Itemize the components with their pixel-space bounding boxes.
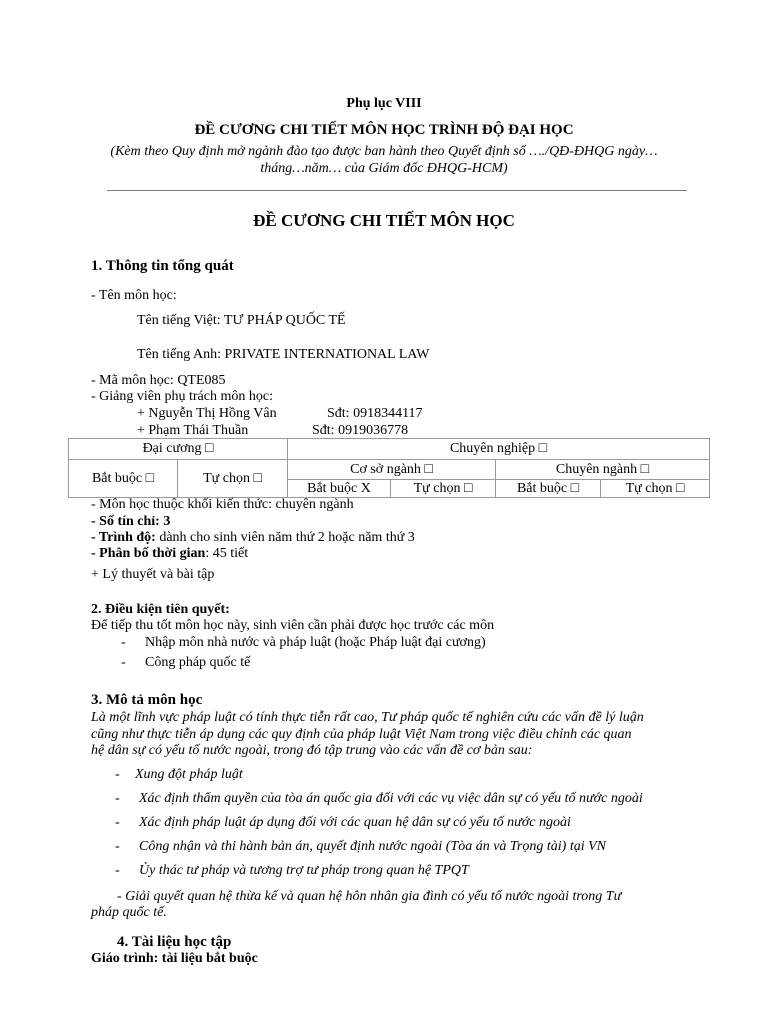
lecturer-phone: Sđt: 0919036778 bbox=[312, 423, 409, 438]
table-cell-specialized: Chuyên nghiệp □ bbox=[288, 439, 710, 460]
list-bullet: - bbox=[121, 635, 126, 650]
subtitle-line-1: (Kèm theo Quy định mở ngành đào tạo được ban hành theo Quyết định số …./QĐ-ĐHQG ngày… bbox=[110, 144, 658, 159]
level-line bbox=[91, 530, 415, 546]
textbook-line: Giáo trình: tài liệu bắt buộc bbox=[91, 951, 258, 966]
header-divider bbox=[107, 190, 687, 191]
table-cell-base-major: Cơ sở ngành □ bbox=[288, 460, 496, 480]
list-bullet: - bbox=[115, 791, 120, 806]
level-value: dành cho sinh viên năm thứ 2 hoặc năm thứ 3 bbox=[155, 530, 415, 545]
section-3-heading: 3. Mô tả môn học bbox=[91, 692, 203, 708]
time-line bbox=[91, 546, 248, 562]
section-2-intro: Để tiếp thu tốt môn học này, sinh viên cần phải được học trước các môn bbox=[91, 618, 495, 633]
knowledge-block-line: - Môn học thuộc khối kiến thức: chuyên ngành bbox=[91, 497, 354, 512]
table-cell-major-elective: Tự chọn □ bbox=[601, 480, 710, 498]
main-title: ĐỀ CƯƠNG CHI TIẾT MÔN HỌC bbox=[253, 211, 515, 230]
table-cell-major-required: Bắt buộc □ bbox=[496, 480, 601, 498]
table-cell-required: Bắt buộc □ bbox=[69, 460, 178, 498]
course-code: - Mã môn học: QTE085 bbox=[91, 373, 226, 388]
prerequisite-item: Công pháp quốc tế bbox=[145, 655, 251, 670]
table-cell-elective: Tự chọn □ bbox=[178, 460, 288, 498]
list-bullet: - bbox=[115, 815, 120, 830]
lecturer-phone: Sđt: 0918344117 bbox=[327, 406, 423, 421]
description-item: Xung đột pháp luật bbox=[135, 767, 243, 782]
description-last-line: pháp quốc tế. bbox=[91, 905, 167, 920]
list-bullet: - bbox=[115, 839, 120, 854]
section-2-heading: 2. Điều kiện tiên quyết: bbox=[91, 602, 230, 617]
section-1-heading: 1. Thông tin tổng quát bbox=[91, 258, 234, 274]
appendix-label: Phụ lục VIII bbox=[346, 96, 422, 111]
description-item: Xác định pháp luật áp dụng đối với các quan hệ dân sự có yếu tố nước ngoài bbox=[139, 815, 571, 830]
table-cell-base-required: Bắt buộc X bbox=[288, 480, 391, 498]
lecturer-name: + Nguyễn Thị Hồng Vân bbox=[137, 406, 277, 421]
course-name-vn: Tên tiếng Việt: TƯ PHÁP QUỐC TẾ bbox=[137, 313, 346, 328]
table-cell-base-elective: Tự chọn □ bbox=[391, 480, 496, 498]
table-cell-general: Đại cương □ bbox=[69, 439, 288, 460]
description-item: Xác định thẩm quyền của tòa án quốc gia đối với các vụ việc dân sự có yếu tố nước ngoài bbox=[139, 791, 643, 806]
description-item: Ủy thác tư pháp và tương trợ tư pháp trong quan hệ TPQT bbox=[139, 863, 469, 878]
time-label: - Phân bố thời gian bbox=[91, 546, 206, 561]
lecturer-name: + Phạm Thái Thuần bbox=[137, 423, 249, 438]
level-label: - Trình độ: bbox=[91, 530, 156, 545]
description-line: hệ dân sự có yếu tố nước ngoài, trong đó tập trung vào các vấn đề cơ bản sau: bbox=[91, 743, 533, 758]
section-4-heading: 4. Tài liệu học tập bbox=[117, 934, 232, 950]
description-last-line: - Giải quyết quan hệ thừa kế và quan hệ hôn nhân gia đình có yếu tố nước ngoài trong Tư bbox=[117, 889, 622, 904]
document-title: ĐỀ CƯƠNG CHI TIẾT MÔN HỌC TRÌNH ĐỘ ĐẠI HỌC bbox=[194, 122, 574, 138]
description-item: Công nhận và thi hành bản án, quyết định nước ngoài (Tòa án và Trọng tài) tại VN bbox=[139, 839, 606, 854]
list-bullet: - bbox=[115, 767, 120, 782]
table-cell-major: Chuyên ngành □ bbox=[496, 460, 710, 480]
time-value: : 45 tiết bbox=[205, 546, 249, 561]
prerequisite-item: Nhập môn nhà nước và pháp luật (hoặc Pháp luật đại cương) bbox=[145, 635, 486, 650]
course-name-label: - Tên môn học: bbox=[91, 288, 177, 303]
list-bullet: - bbox=[115, 863, 120, 878]
knowledge-block-table bbox=[68, 438, 710, 498]
subtitle-line-2: tháng…năm… của Giám đốc ĐHQG-HCM) bbox=[260, 161, 508, 176]
theory-line: + Lý thuyết và bài tập bbox=[91, 567, 215, 582]
list-bullet: - bbox=[121, 655, 126, 670]
course-name-en: Tên tiếng Anh: PRIVATE INTERNATIONAL LAW bbox=[137, 347, 430, 362]
lecturers-label: - Giảng viên phụ trách môn học: bbox=[91, 389, 273, 404]
description-line: Là một lĩnh vực pháp luật có tính thực tiễn rất cao, Tư pháp quốc tế nghiên cứu các vấn đề lý luận bbox=[91, 710, 644, 725]
credits-line: - Số tín chỉ: 3 bbox=[91, 514, 171, 529]
description-line: cũng như thực tiễn áp dụng các quy định của pháp luật Việt Nam trong việc điều chỉnh các quan bbox=[91, 727, 632, 742]
